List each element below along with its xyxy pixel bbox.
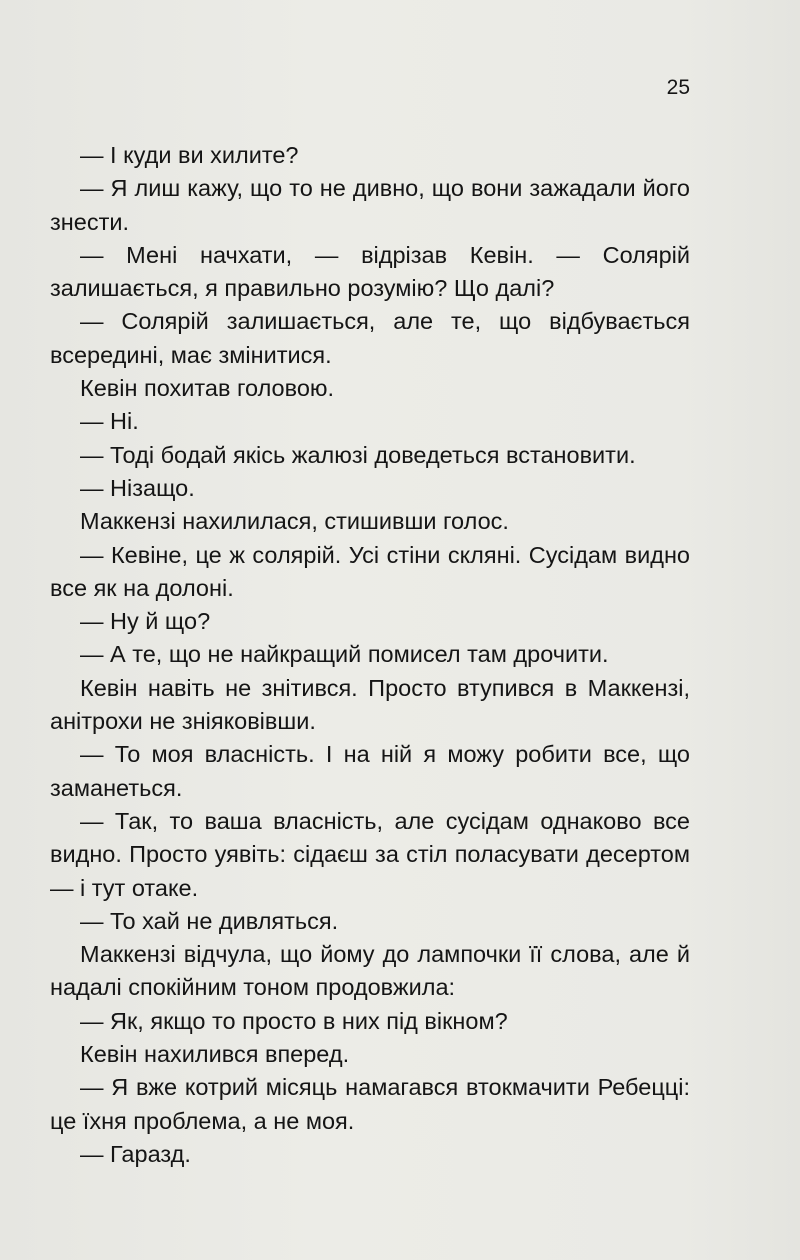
paragraph: — Так, то ваша власність, але сусідам однаково все видно. Просто уявіть: сідаєш за стіл поласувати десертом — і тут отаке. <box>50 807 690 901</box>
paragraph: Кевін навіть не знітився. Просто втупився в Маккензі, анітрохи не зніяковівши. <box>50 674 690 735</box>
paragraph: — Тоді бодай якісь жалюзі доведеться встановити. <box>80 441 636 468</box>
paragraph: Кевін нахилився вперед. <box>80 1041 350 1068</box>
paragraph: — І куди ви хилите? <box>80 142 299 168</box>
paragraph: — Ні. <box>80 408 139 435</box>
paragraph: — Кевіне, це ж солярій. Усі стіни скляні. Сусідам видно все як на долоні. <box>50 541 690 601</box>
paragraph: — Гаразд. <box>80 1140 191 1167</box>
paragraph: — То хай не дивляться. <box>80 907 339 934</box>
paragraph: — То моя власність. І на ній я можу робити все, що заманеться. <box>50 741 690 801</box>
paragraph: — А те, що не найкращий помисел там дрочити. <box>80 641 609 668</box>
paragraph: — Солярій залишається, але те, що відбувається всередині, має змінитися. <box>50 308 690 368</box>
paragraph: — Як, якщо то просто в них під вікном? <box>80 1007 508 1034</box>
paragraph: — Я лиш кажу, що то не дивно, що вони зажадали його знести. <box>50 175 690 235</box>
paragraph: — Мені начхати, — відрізав Кевін. — Солярій залишається, я правильно розумію? Що далі? <box>50 241 690 302</box>
page-number: 25 <box>666 76 690 99</box>
paragraph: — Ну й що? <box>80 608 211 635</box>
body-text <box>50 139 690 1171</box>
paragraph: Кевін похитав головою. <box>80 375 335 402</box>
paragraph: — Я вже котрий місяць намагався втокмачити Ребецці: це їхня проблема, а не моя. <box>50 1074 690 1134</box>
paragraph: Маккензі відчула, що йому до лампочки її слова, але й надалі спокійним тоном продовжила: <box>50 941 690 1001</box>
paragraph: Маккензі нахилилася, стишивши голос. <box>80 508 509 535</box>
paragraph: — Нізащо. <box>80 474 195 501</box>
